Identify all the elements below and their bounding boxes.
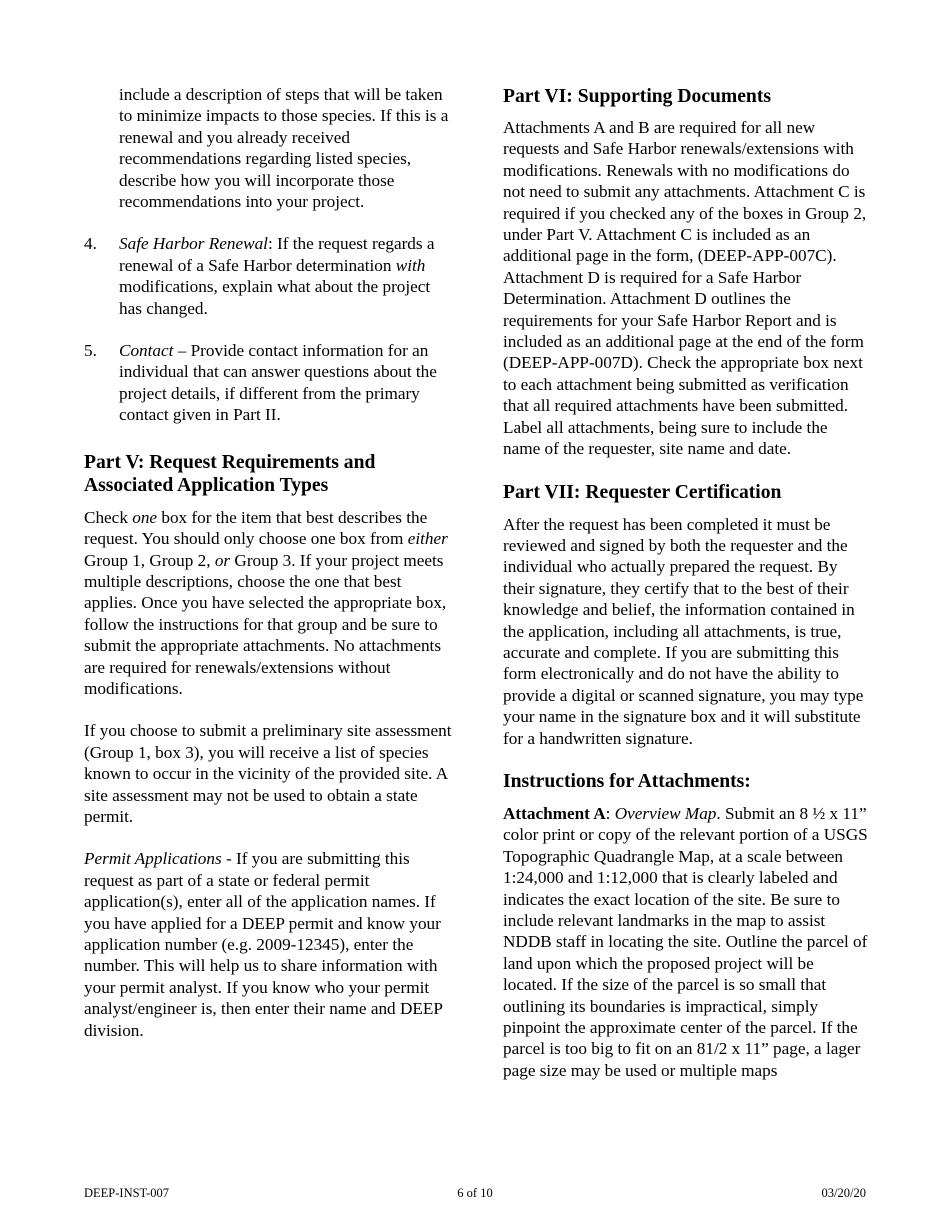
part-v-paragraph-1: Check one box for the item that best describes the request. You should only choose one box from either Group 1, Group 2, or Group 3. If your project meets multiple descriptions, choose the one that best applies. Once you have selected the appropriate box, follow the instructions for that group and be sure to submit the appropriate attachments. No attachments are required for renewals/extensions without modifications. xyxy=(84,507,448,698)
item-text: modifications, explain what about the project has changed. xyxy=(119,277,431,318)
list-item-4 xyxy=(84,233,454,319)
continued-paragraph: include a description of steps that will be taken to minimize impacts to those species. If this is a renewal and you already received recommendations regarding listed species, describe how you will incorporate those recommendations into your project. xyxy=(119,85,449,212)
item-label: Contact xyxy=(119,341,174,361)
item-text: – Provide contact information for an individual that can answer questions about the project details, if different from the primary contact given in Part II. xyxy=(119,341,437,425)
left-column xyxy=(84,84,454,1041)
attachment-a-paragraph: Attachment A: Overview Map. Submit an 8 ½ x 11” color print or copy of the relevant portion of a USGS Topographic Quadrangle Map, at a scale between 1:24,000 and 1:12,000 that is clearly labeled and indicates the exact location of the site. Be sure to include relevant landmarks in the map to assist NDDB staff in locating the site. Outline the parcel of land upon which the proposed project will be located. If the size of the parcel is so small that outlining its boundaries is impractical, simply pinpoint the approximate center of the parcel. If the parcel is too big to fit on an 81/2 x 11” page, a lager page size may be used or multiple maps xyxy=(503,803,868,1080)
footer-form-id: DEEP-INST-007 xyxy=(84,1186,169,1200)
part-vii-paragraph: After the request has been completed it must be reviewed and signed by both the requester and the individual who actually prepared the request. By their signature, they certify that to the best of their knowledge and belief, the information contained in the application, including all attachments, is true, accurate and complete. If you are submitting this form electronically and do not have the ability to provide a digital or scanned signature, you may type your name in the signature box and it will substitute for a handwritten signature. xyxy=(503,514,864,748)
right-column xyxy=(503,84,868,1081)
footer-page-number: 6 of 10 xyxy=(457,1186,493,1200)
item-number: 4. xyxy=(84,234,97,254)
attachments-heading: Instructions for Attachments: xyxy=(503,770,751,792)
item-label: Safe Harbor Renewal xyxy=(119,234,268,254)
part-vi-paragraph: Attachments A and B are required for all new requests and Safe Harbor renewals/extensions with modifications. Renewals with no modifications do not need to submit any attachments. Attachment C is required if you checked any of the boxes in Group 2, under Part V. Attachment C is included as an additional page in the form, (DEEP-APP-007C). Attachment D is required for a Safe Harbor Determination. Attachment D outlines the requirements for your Safe Harbor Report and is included as an additional page at the end of the form (DEEP-APP-007D). Check the appropriate box next to each attachment being submitted as verification that all required attachments have been submitted. Label all attachments, being sure to include the name of the requester, site name and date. xyxy=(503,118,867,459)
part-vii-heading: Part VII: Requester Certification xyxy=(503,481,782,503)
footer-date: 03/20/20 xyxy=(821,1186,866,1200)
part-v-heading: Part V: Request Requirements and Associated Application Types xyxy=(84,451,376,496)
part-v-paragraph-2: If you choose to submit a preliminary site assessment (Group 1, box 3), you will receive a list of species known to occur in the vicinity of the provided site. A site assessment may not be used to obtain a state permit. xyxy=(84,721,452,826)
item-text: : If the request regards a renewal of a Safe Harbor determination xyxy=(119,234,435,275)
item-emphasis: with xyxy=(395,255,426,275)
item-number: 5. xyxy=(84,341,97,361)
list-item-5 xyxy=(84,340,454,426)
permit-applications-paragraph: Permit Applications - If you are submitting this request as part of a state or federal permit application(s), enter all of the application names. If you have applied for a DEEP permit and know your application number (e.g. 2009-12345), enter the number. This will help us to share information with your permit analyst. If you know who your permit analyst/engineer is, then enter their name and DEEP division. xyxy=(84,849,443,1040)
part-vi-heading: Part VI: Supporting Documents xyxy=(503,86,771,107)
